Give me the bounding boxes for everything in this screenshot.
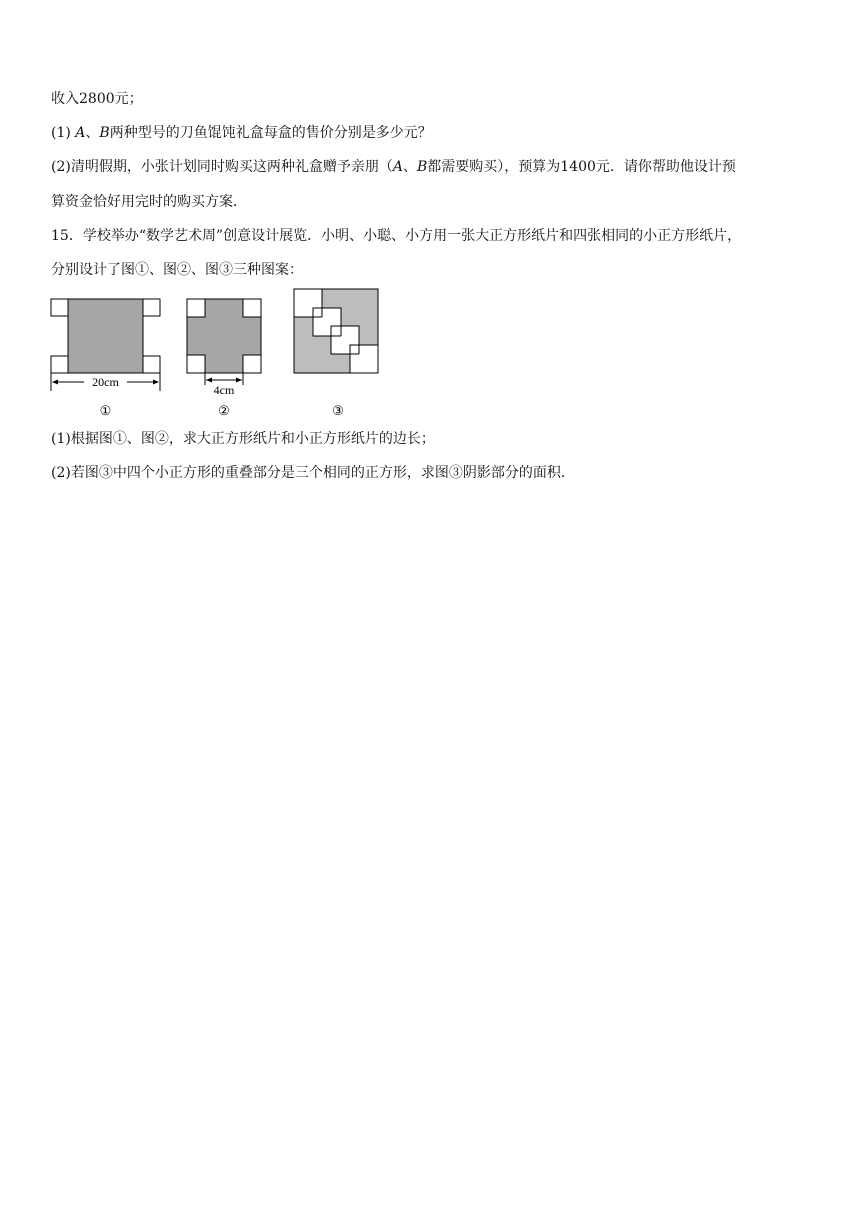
fig1-big-square bbox=[68, 299, 143, 373]
p15-q1-text: (1)根据图①、图②，求大正方形纸片和小正方形纸片的边长； bbox=[51, 431, 435, 447]
q1-var-a: A bbox=[75, 125, 86, 141]
q1-prefix: (1) bbox=[51, 125, 76, 141]
fig1-dimension-label: 20cm bbox=[92, 375, 119, 389]
question-1 bbox=[51, 124, 432, 142]
q1-var-b: B bbox=[99, 125, 110, 141]
q1-sep: 、 bbox=[85, 125, 100, 141]
problem-15-intro-cont bbox=[51, 261, 303, 279]
p15-line2: 分别设计了图①、图②、图③三种图案： bbox=[51, 262, 303, 278]
fig3-caption: ③ bbox=[332, 403, 344, 418]
q2-part1: (2)清明假期，小张计划同时购买这两种礼盒赠予亲朋（ bbox=[51, 159, 393, 175]
q2-var-a: A bbox=[392, 159, 403, 175]
fig1-caption: ① bbox=[99, 403, 112, 418]
fig2-small-square-br bbox=[243, 355, 261, 373]
figures-group bbox=[48, 286, 388, 418]
fig1-small-square-br bbox=[143, 356, 160, 373]
fig2-dimension-label: 4cm bbox=[213, 383, 235, 397]
text-line-income bbox=[51, 90, 143, 108]
p15-line1: 15．学校举办“数学艺术周”创意设计展览．小明、小聪、小方用一张大正方形纸片和四张相同的小正方形纸片， bbox=[51, 228, 742, 244]
problem-15-intro bbox=[51, 227, 741, 245]
fig2-small-square-bl bbox=[187, 355, 205, 373]
fig1-arrow-left bbox=[52, 380, 58, 385]
figure-2 bbox=[187, 299, 261, 418]
q2-line2: 算资金恰好用完时的购买方案． bbox=[51, 194, 247, 210]
q2-sep: 、 bbox=[402, 159, 417, 175]
fig3-small-square-4 bbox=[350, 345, 378, 373]
question-2-cont bbox=[51, 193, 247, 211]
figure-1 bbox=[51, 299, 160, 418]
fig2-arrow-left bbox=[206, 378, 212, 383]
fig1-small-square-bl bbox=[51, 356, 68, 373]
fig2-small-square-tr bbox=[243, 299, 261, 317]
income-text: 收入2800元； bbox=[51, 91, 143, 107]
q1-rest: 两种型号的刀鱼馄饨礼盒每盒的售价分别是多少元？ bbox=[109, 125, 432, 141]
question-2 bbox=[51, 158, 736, 176]
q2-var-b: B bbox=[416, 159, 428, 175]
figure-3 bbox=[294, 289, 378, 418]
fig1-arrow-right bbox=[153, 380, 159, 385]
fig2-caption: ② bbox=[218, 403, 230, 418]
fig1-small-square-tr bbox=[143, 299, 160, 316]
fig1-small-square-tl bbox=[51, 299, 68, 316]
fig2-small-square-tl bbox=[187, 299, 205, 317]
p15-q2-text: (2)若图③中四个小正方形的重叠部分是三个相同的正方形，求图③阴影部分的面积． bbox=[51, 465, 575, 481]
problem-15-q1 bbox=[51, 430, 435, 448]
fig2-arrow-right bbox=[236, 378, 242, 383]
problem-15-q2 bbox=[51, 464, 575, 482]
q2-part2: 都需要购买），预算为1400元．请你帮助他设计预 bbox=[427, 159, 736, 175]
